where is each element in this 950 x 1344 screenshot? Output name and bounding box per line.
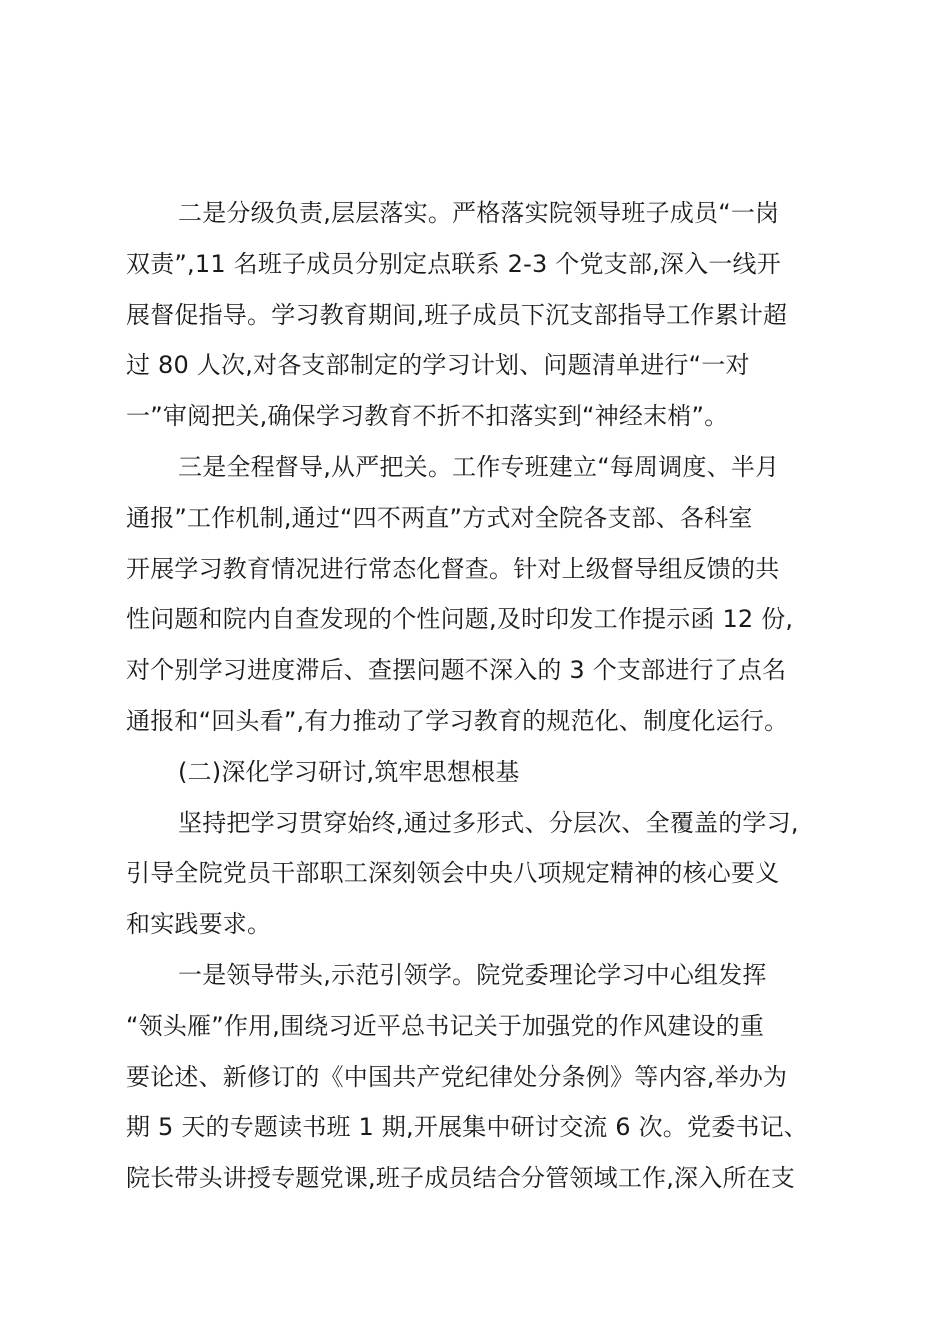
paragraph-line: 双责”,11 名班子成员分别定点联系 2-3 个党支部,深入一线开 <box>126 249 781 278</box>
paragraph-line: 通报和“回头看”,有力推动了学习教育的规范化、制度化运行。 <box>126 706 789 735</box>
paragraph-line: “领头雁”作用,围绕习近平总书记关于加强党的作风建设的重 <box>126 1011 765 1040</box>
paragraph-line: 和实践要求。 <box>126 910 272 939</box>
paragraph-line: 引导全院党员干部职工深刻领会中央八项规定精神的核心要义 <box>126 859 780 888</box>
paragraph-line: 一是领导带头,示范引领学。院党委理论学习中心组发挥 <box>178 960 767 989</box>
paragraph-line: 三是全程督导,从严把关。工作专班建立“每周调度、半月 <box>178 452 780 481</box>
paragraph-line: 展督促指导。学习教育期间,班子成员下沉支部指导工作累计超 <box>126 300 788 329</box>
paragraph-line: 坚持把学习贯穿始终,通过多形式、分层次、全覆盖的学习, <box>178 808 799 837</box>
paragraph-line: 开展学习教育情况进行常态化督查。针对上级督导组反馈的共 <box>126 554 780 583</box>
paragraph-line: 院长带头讲授专题党课,班子成员结合分管领域工作,深入所在支 <box>126 1164 796 1193</box>
paragraph-line: 通报”工作机制,通过“四不两直”方式对全院各支部、各科室 <box>126 503 753 532</box>
paragraph-line: 期 5 天的专题读书班 1 期,开展集中研讨交流 6 次。党委书记、 <box>126 1113 809 1142</box>
document-body <box>126 188 832 1204</box>
paragraph-line: 要论述、新修订的《中国共产党纪律处分条例》等内容,举办为 <box>126 1062 788 1091</box>
paragraph-line: 性问题和院内自查发现的个性问题,及时印发工作提示函 12 份, <box>126 605 794 634</box>
paragraph-line: 一”审阅把关,确保学习教育不折不扣落实到“神经末梢”。 <box>126 402 729 431</box>
paragraph-line: 二是分级负责,层层落实。严格落实院领导班子成员“一岗 <box>178 199 780 227</box>
section-heading: (二)深化学习研讨,筑牢思想根基 <box>178 757 520 786</box>
paragraph-line: 过 80 人次,对各支部制定的学习计划、问题清单进行“一对 <box>126 351 750 380</box>
paragraph-line: 对个别学习进度滞后、查摆问题不深入的 3 个支部进行了点名 <box>126 656 787 685</box>
